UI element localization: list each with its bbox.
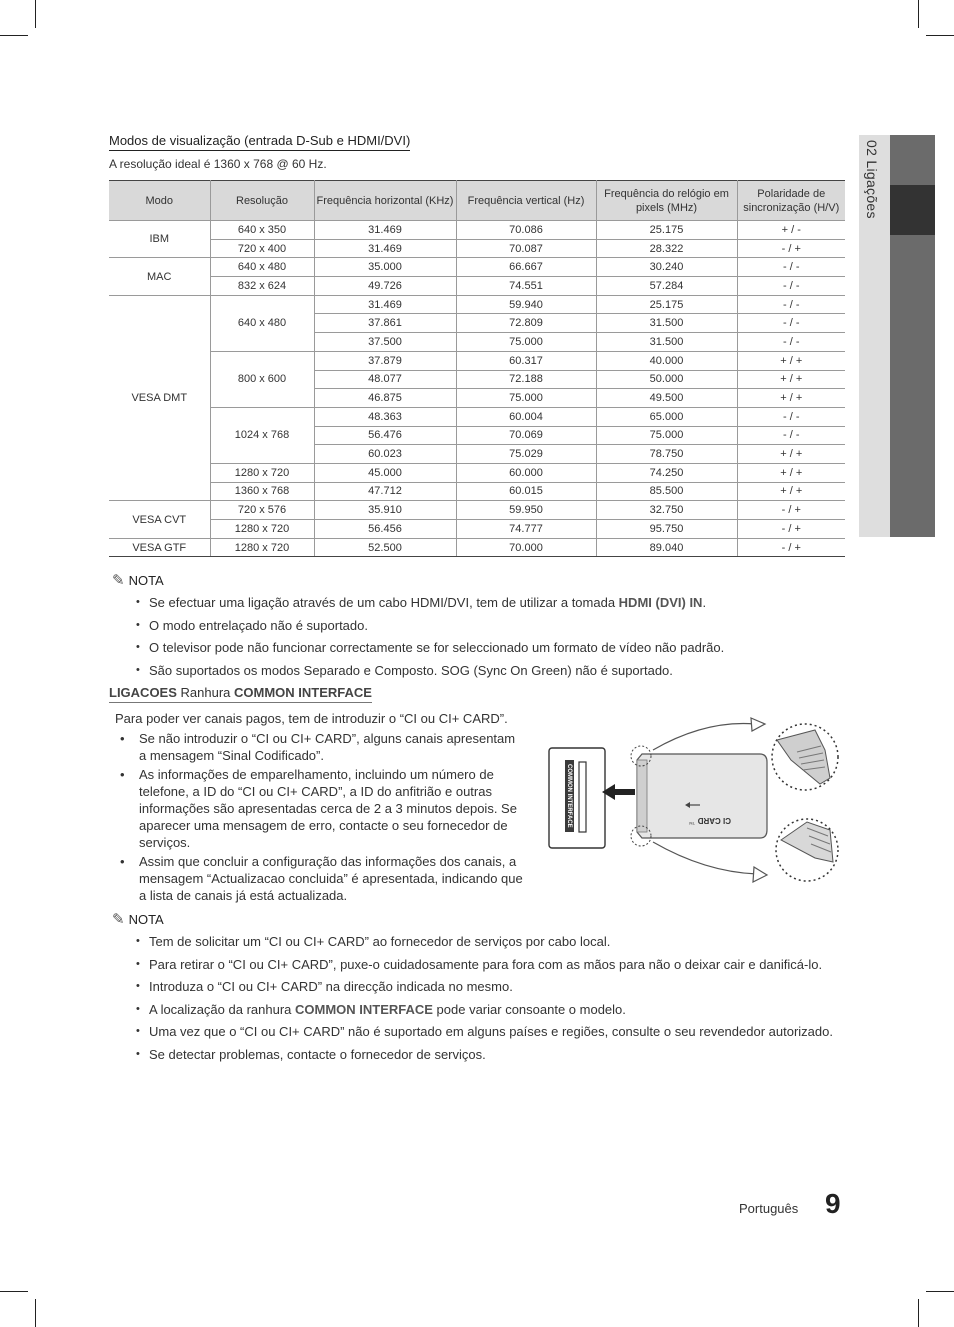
table-cell: - / + <box>737 538 845 557</box>
table-cell: - / - <box>737 258 845 277</box>
table-cell: + / + <box>737 389 845 408</box>
header-cell: Frequência horizontal (KHz) <box>314 181 456 221</box>
table-cell: + / + <box>737 351 845 370</box>
list-item: • Introduza o “CI ou CI+ CARD” na direcção indicada no mesmo. <box>136 978 846 995</box>
list-item: • Se detectar problemas, contacte o fornecedor de serviços. <box>136 1046 846 1063</box>
table-cell: 31.500 <box>596 314 737 333</box>
table-cell: + / + <box>737 482 845 501</box>
table-row <box>109 295 845 314</box>
header-cell: Frequência do relógio em pixels (MHz) <box>596 181 737 221</box>
crop-mark <box>918 0 919 28</box>
tv-slot-panel <box>549 748 605 848</box>
table-cell: 75.000 <box>456 333 596 352</box>
table-cell: 37.500 <box>314 333 456 352</box>
table-cell: 59.940 <box>456 295 596 314</box>
table-cell: 37.879 <box>314 351 456 370</box>
table-cell: 56.476 <box>314 426 456 445</box>
card-tm: TM <box>689 821 695 826</box>
table-cell: 40.000 <box>596 351 737 370</box>
crop-mark <box>918 1299 919 1327</box>
table-row <box>109 277 845 296</box>
list-item: • São suportados os modos Separado e Composto. SOG (Sync On Green) não é suportado. <box>136 662 846 679</box>
note-list <box>136 933 846 1068</box>
zoom-arrow-bottom-head <box>753 867 767 882</box>
table-cell: 45.000 <box>314 463 456 482</box>
zoom-arrow-top <box>653 724 755 750</box>
table-cell: 47.712 <box>314 482 456 501</box>
table-cell: 1280 x 720 <box>210 538 314 557</box>
table-cell: 75.000 <box>456 389 596 408</box>
pencil-note-icon: ✎ <box>112 572 125 589</box>
table-cell: - / - <box>737 295 845 314</box>
table-cell: 37.861 <box>314 314 456 333</box>
table-cell: 85.500 <box>596 482 737 501</box>
chapter-tab-active <box>890 185 935 235</box>
list-item: • Uma vez que o “CI ou CI+ CARD” não é suportado em alguns países e regiões, consulte o seu revendedor autorizado. <box>136 1023 846 1040</box>
crop-mark <box>926 1291 954 1292</box>
list-item: • Para retirar o “CI ou CI+ CARD”, puxe-o cuidadosamente para fora com as mãos para não o deixar cair e danificá-lo. <box>136 956 846 973</box>
table-cell: 49.500 <box>596 389 737 408</box>
crop-mark <box>35 1299 36 1327</box>
table-cell: 35.910 <box>314 501 456 520</box>
section-subtitle: A resolução ideal é 1360 x 768 @ 60 Hz. <box>109 157 327 171</box>
page-number: 9 <box>825 1188 841 1219</box>
table-cell: 46.875 <box>314 389 456 408</box>
table-cell: 31.469 <box>314 295 456 314</box>
resolution-cell: 800 x 600 <box>210 351 314 407</box>
table-row <box>109 482 845 501</box>
note-list <box>136 594 846 684</box>
mode-cell: IBM <box>109 221 210 258</box>
note-heading: ✎ NOTA <box>112 572 164 589</box>
table-cell: 50.000 <box>596 370 737 389</box>
table-cell: - / + <box>737 501 845 520</box>
header-cell: Polaridade de sincronização (H/V) <box>737 181 845 221</box>
table-cell: + / + <box>737 370 845 389</box>
table-cell: 32.750 <box>596 501 737 520</box>
table-cell: 70.086 <box>456 221 596 240</box>
table-cell: 60.317 <box>456 351 596 370</box>
table-cell: 720 x 576 <box>210 501 314 520</box>
table-cell: - / - <box>737 277 845 296</box>
table-cell: 60.015 <box>456 482 596 501</box>
crop-mark <box>926 35 954 36</box>
slot-opening <box>579 762 586 832</box>
table-cell: 720 x 400 <box>210 239 314 258</box>
table-row <box>109 221 845 240</box>
table-cell: 640 x 480 <box>210 258 314 277</box>
header-cell: Frequência vertical (Hz) <box>456 181 596 221</box>
zoom-arrow-bottom <box>653 842 757 874</box>
table-cell: 49.726 <box>314 277 456 296</box>
list-item: • O modo entrelaçado não é suportado. <box>136 617 846 634</box>
table-row <box>109 239 845 258</box>
table-cell: 59.950 <box>456 501 596 520</box>
list-item: • As informações de emparelhamento, incluindo um número de telefone, a ID do “CI ou CI+ CARD”, a ID do anfitrião e outras informações são apresentadas cerca de 2 a 3 minutos depois. Se aparecer uma mensagem de erro, contacte o seu fornecedor de serviços. <box>120 766 525 851</box>
ci-section-title: LIGACOES Ranhura COMMON INTERFACE <box>109 685 372 703</box>
table-row <box>109 351 845 370</box>
table-cell: 75.000 <box>596 426 737 445</box>
table-cell: 31.469 <box>314 239 456 258</box>
table-cell: 74.777 <box>456 520 596 539</box>
table-cell: 1360 x 768 <box>210 482 314 501</box>
list-item: • Se não introduzir o “CI ou CI+ CARD”, alguns canais apresentam a mensagem “Sinal Codificado”. <box>120 730 525 764</box>
table-cell: 52.500 <box>314 538 456 557</box>
table-cell: 1280 x 720 <box>210 520 314 539</box>
crop-mark <box>0 35 28 36</box>
card-label: CI CARD <box>697 816 731 825</box>
table-cell: 25.175 <box>596 295 737 314</box>
resolution-cell: 640 x 480 <box>210 295 314 351</box>
table-header-row <box>109 181 845 221</box>
table-cell: + / - <box>737 221 845 240</box>
table-row <box>109 258 845 277</box>
table-cell: - / - <box>737 333 845 352</box>
list-item: • Se efectuar uma ligação através de um cabo HDMI/DVI, tem de utilizar a tomada HDMI (DVI) IN. <box>136 594 846 611</box>
insert-arrow-icon <box>602 784 635 800</box>
table-cell: 640 x 350 <box>210 221 314 240</box>
table-cell: 70.069 <box>456 426 596 445</box>
table-cell: 31.469 <box>314 221 456 240</box>
header-cell: Resolução <box>210 181 314 221</box>
table-cell: 30.240 <box>596 258 737 277</box>
table-cell: 832 x 624 <box>210 277 314 296</box>
display-modes-table <box>109 180 845 557</box>
footer-language: Português <box>739 1201 799 1216</box>
zoom-arrow-top-head <box>751 718 765 731</box>
table-row <box>109 463 845 482</box>
table-cell: 72.809 <box>456 314 596 333</box>
table-cell: 66.667 <box>456 258 596 277</box>
table-cell: 74.250 <box>596 463 737 482</box>
table-cell: + / + <box>737 463 845 482</box>
crop-mark <box>35 0 36 28</box>
list-item: • A localização da ranhura COMMON INTERFACE pode variar consoante o modelo. <box>136 1001 846 1018</box>
table-cell: 28.322 <box>596 239 737 258</box>
ci-card-edge <box>637 760 647 832</box>
list-item: • Assim que concluir a configuração das informações dos canais, a mensagem “Actualizacao concluida” é apresentada, indicando que a lista de canais já está actualizada. <box>120 853 525 904</box>
table-cell: 74.551 <box>456 277 596 296</box>
table-cell: 60.004 <box>456 407 596 426</box>
mode-cell: VESA GTF <box>109 538 210 557</box>
table-cell: 57.284 <box>596 277 737 296</box>
ci-intro: Para poder ver canais pagos, tem de introduzir o “CI ou CI+ CARD”. <box>115 711 508 726</box>
mode-cell: MAC <box>109 258 210 295</box>
header-cell: Modo <box>109 181 210 221</box>
table-cell: 60.000 <box>456 463 596 482</box>
section-title: Modos de visualização (entrada D-Sub e HDMI/DVI) <box>109 133 410 151</box>
table-cell: + / + <box>737 445 845 464</box>
mode-cell: VESA DMT <box>109 295 210 501</box>
table-cell: 48.077 <box>314 370 456 389</box>
table-cell: 89.040 <box>596 538 737 557</box>
table-cell: 48.363 <box>314 407 456 426</box>
pencil-note-icon: ✎ <box>112 911 125 928</box>
table-row <box>109 520 845 539</box>
table-cell: 75.029 <box>456 445 596 464</box>
table-cell: 95.750 <box>596 520 737 539</box>
table-cell: - / - <box>737 314 845 333</box>
table-cell: 25.175 <box>596 221 737 240</box>
table-row <box>109 407 845 426</box>
ci-card-diagram <box>545 712 845 887</box>
table-cell: 72.188 <box>456 370 596 389</box>
table-cell: 31.500 <box>596 333 737 352</box>
table-cell: 70.087 <box>456 239 596 258</box>
table-row <box>109 501 845 520</box>
table-cell: - / + <box>737 239 845 258</box>
note-heading: ✎ NOTA <box>112 911 164 928</box>
slot-label: COMMON INTERFACE <box>566 764 572 828</box>
table-cell: - / + <box>737 520 845 539</box>
table-cell: - / - <box>737 426 845 445</box>
chapter-label: 02 Ligações <box>864 140 880 219</box>
table-cell: 60.023 <box>314 445 456 464</box>
list-item: • Tem de solicitar um “CI ou CI+ CARD” ao fornecedor de serviços por cabo local. <box>136 933 846 950</box>
table-cell: 56.456 <box>314 520 456 539</box>
table-cell: - / - <box>737 407 845 426</box>
crop-mark <box>0 1291 28 1292</box>
ci-list <box>120 730 525 906</box>
table-cell: 65.000 <box>596 407 737 426</box>
mode-cell: VESA CVT <box>109 501 210 538</box>
resolution-cell: 1024 x 768 <box>210 407 314 463</box>
table-cell: 35.000 <box>314 258 456 277</box>
table-cell: 1280 x 720 <box>210 463 314 482</box>
table-cell: 78.750 <box>596 445 737 464</box>
table-row <box>109 538 845 557</box>
table-cell: 70.000 <box>456 538 596 557</box>
list-item: • O televisor pode não funcionar correctamente se for seleccionado um formato de vídeo não padrão. <box>136 639 846 656</box>
